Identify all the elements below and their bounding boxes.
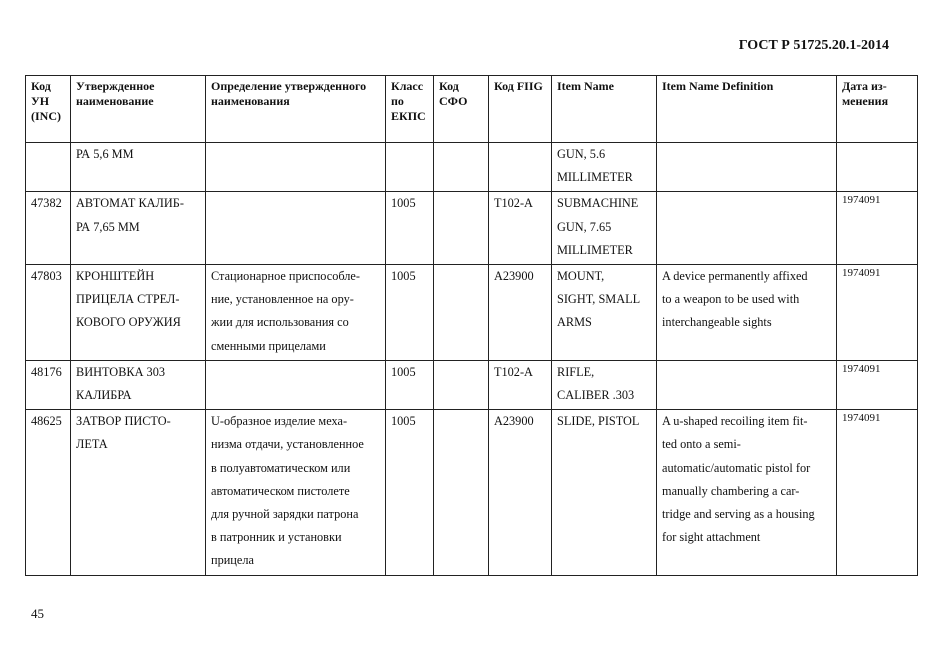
cell-ekps: 1005	[386, 360, 434, 409]
cell-text-line: RIFLE,	[557, 364, 595, 379]
col-header-label: Код УН (INC)	[31, 79, 61, 123]
cell-item-name	[552, 143, 657, 192]
col-header-label: Дата из-менения	[842, 79, 889, 108]
cell-text-line: GUN, 5.6	[557, 147, 606, 161]
col-header-inc	[26, 76, 71, 143]
cell-fiig: T102-A	[489, 192, 552, 265]
cell-text-line: сменными прицелами	[211, 338, 326, 353]
col-header-label: Утвержденное наименование	[76, 79, 155, 108]
page-number: 45	[31, 606, 44, 621]
cell-text-line: низма отдачи, установленное	[211, 437, 364, 452]
cell-text-line: SUBMACHINE	[557, 196, 639, 211]
col-header-label: Определение утвержденного наименования	[211, 79, 367, 108]
cell-text-line: to a weapon to be used with	[662, 292, 800, 307]
cell-text-line: A u-shaped recoiling item fit-	[662, 414, 808, 429]
cell-text-line: АВТОМАТ КАЛИБ-	[76, 196, 184, 211]
cell-text-line: A device permanently affixed	[662, 269, 808, 284]
table-row	[26, 410, 918, 575]
cell-def-ru	[206, 265, 386, 361]
col-header-date	[837, 76, 918, 143]
table-body	[26, 143, 918, 576]
cell-text-line: РА 5,6 ММ	[76, 147, 134, 161]
cell-name-ru	[71, 192, 206, 265]
cell-text-line: CALIBER .303	[557, 388, 635, 403]
cell-item-name	[552, 410, 657, 575]
cell-def-ru	[206, 360, 386, 409]
cell-ekps: 1005	[386, 265, 434, 361]
cell-fiig	[489, 143, 552, 192]
cell-sfo	[434, 265, 489, 361]
cell-text-line: КОВОГО ОРУЖИЯ	[76, 315, 181, 330]
cell-text-line: SLIDE, PISTOL	[557, 414, 640, 429]
cell-text-line: для ручной зарядки патрона	[211, 507, 359, 522]
cell-date: 1974091	[837, 410, 918, 575]
table-row	[26, 143, 918, 192]
cell-name-ru	[71, 265, 206, 361]
cell-text-line: ЗАТВОР ПИСТО-	[76, 414, 171, 429]
col-header-def-ru	[206, 76, 386, 143]
cell-item-def	[657, 410, 837, 575]
cell-name-ru	[71, 410, 206, 575]
table-row	[26, 192, 918, 265]
col-header-ekps	[386, 76, 434, 143]
col-header-label: Код СФО	[439, 79, 468, 108]
cell-def-ru	[206, 410, 386, 575]
cell-item-def	[657, 192, 837, 265]
cell-def-ru	[206, 192, 386, 265]
cell-name-ru	[71, 360, 206, 409]
col-header-label: Код FIIG	[494, 79, 543, 93]
document-code: ГОСТ Р 51725.20.1-2014	[738, 38, 889, 53]
cell-fiig: T102-A	[489, 360, 552, 409]
cell-text-line: в полуавтоматическом или	[211, 460, 351, 475]
col-header-label: Item Name	[557, 79, 614, 93]
cell-ekps	[386, 143, 434, 192]
cell-sfo	[434, 143, 489, 192]
cell-fiig: A23900	[489, 410, 552, 575]
cell-text-line: ВИНТОВКА 303	[76, 364, 165, 379]
cell-ekps: 1005	[386, 410, 434, 575]
cell-ekps: 1005	[386, 192, 434, 265]
cell-text-line: в патронник и установки	[211, 530, 342, 545]
cell-inc: 48176	[26, 360, 71, 409]
classification-table	[25, 75, 918, 576]
cell-text-line: MILLIMETER	[557, 242, 633, 257]
cell-item-def	[657, 143, 837, 192]
table-header-row	[26, 76, 918, 143]
cell-text-line: ние, установленное на ору-	[211, 292, 354, 307]
cell-text-line: ПРИЦЕЛА СТРЕЛ-	[76, 292, 180, 307]
cell-text-line: U-образное изделие меха-	[211, 414, 348, 429]
col-header-sfo	[434, 76, 489, 143]
cell-text-line: GUN, 7.65	[557, 219, 612, 234]
cell-date	[837, 143, 918, 192]
cell-inc	[26, 143, 71, 192]
cell-sfo	[434, 360, 489, 409]
cell-date: 1974091	[837, 265, 918, 361]
cell-fiig: A23900	[489, 265, 552, 361]
cell-item-name	[552, 360, 657, 409]
col-header-item-def	[657, 76, 837, 143]
cell-text-line: жии для использования со	[211, 315, 349, 330]
cell-name-ru	[71, 143, 206, 192]
cell-sfo	[434, 192, 489, 265]
cell-sfo	[434, 410, 489, 575]
cell-date: 1974091	[837, 360, 918, 409]
cell-text-line: MOUNT,	[557, 269, 605, 284]
cell-text-line: interchangeable sights	[662, 315, 772, 330]
cell-def-ru	[206, 143, 386, 192]
cell-text-line: автоматическом пистолете	[211, 483, 350, 498]
cell-text-line: ted onto a semi-	[662, 437, 741, 452]
col-header-item-name	[552, 76, 657, 143]
cell-item-name	[552, 265, 657, 361]
table-row	[26, 265, 918, 361]
col-header-fiig	[489, 76, 552, 143]
cell-text-line: ARMS	[557, 315, 592, 330]
cell-text-line: Стационарное приспособле-	[211, 269, 360, 284]
cell-text-line: ЛЕТА	[76, 437, 108, 452]
col-header-name-ru	[71, 76, 206, 143]
cell-text-line: прицела	[211, 553, 254, 568]
cell-text-line: SIGHT, SMALL	[557, 292, 641, 307]
cell-text-line: manually chambering a car-	[662, 483, 800, 498]
cell-item-def	[657, 265, 837, 361]
cell-text-line: MILLIMETER	[557, 170, 633, 185]
table-row	[26, 360, 918, 409]
cell-date: 1974091	[837, 192, 918, 265]
cell-inc: 48625	[26, 410, 71, 575]
cell-inc: 47803	[26, 265, 71, 361]
cell-text-line: РА 7,65 ММ	[76, 219, 140, 234]
cell-text-line: КАЛИБРА	[76, 388, 132, 403]
cell-text-line: for sight attachment	[662, 530, 761, 545]
col-header-label: Класс по ЕКПС	[391, 79, 426, 123]
cell-text-line: automatic/automatic pistol for	[662, 460, 811, 475]
col-header-label: Item Name Definition	[662, 79, 774, 93]
cell-item-def	[657, 360, 837, 409]
cell-item-name	[552, 192, 657, 265]
cell-inc: 47382	[26, 192, 71, 265]
cell-text-line: tridge and serving as a housing	[662, 507, 815, 522]
cell-text-line: КРОНШТЕЙН	[76, 269, 155, 284]
